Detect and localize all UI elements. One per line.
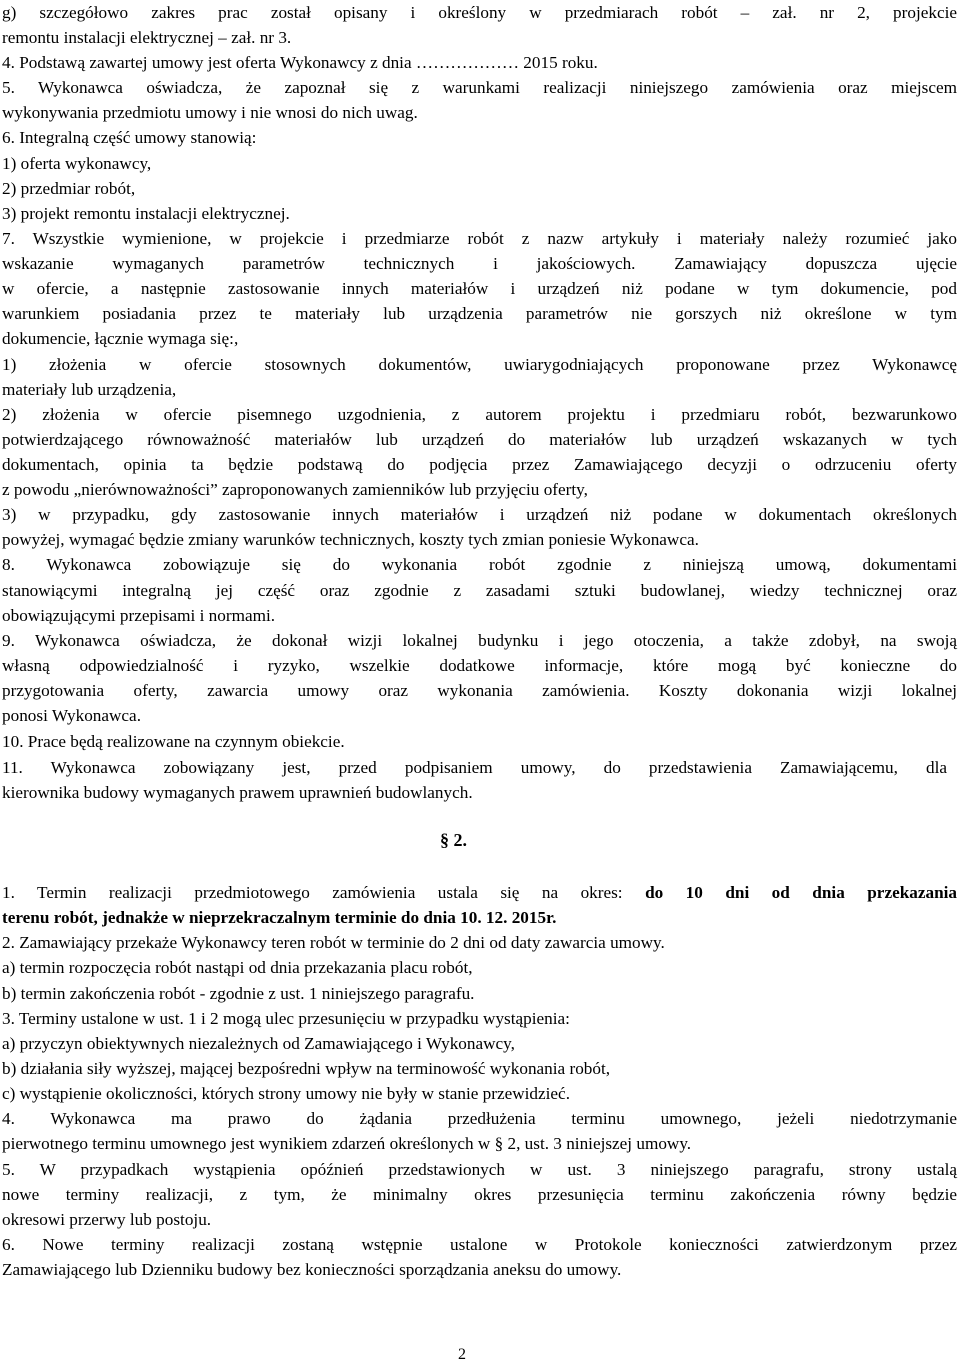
text-line: 8. Wykonawca zobowiązuje się do wykonania robót zgodnie z niniejszą umową, dokumentami — [2, 555, 957, 574]
text-line: 2. Zamawiający przekaże Wykonawcy teren robót w terminie do 2 dni od daty zawarcia umowy. — [2, 933, 665, 952]
text-line: remontu instalacji elektrycznej – zał. nr 3. — [2, 28, 292, 47]
text-line: 7. Wszystkie wymienione, w projekcie i przedmiarze robót z nazw artykuły i materiały należy rozumieć jako — [2, 229, 957, 248]
text-line: 4. Wykonawca ma prawo do żądania przedłużenia terminu umownego, jeżeli niedotrzymanie — [2, 1109, 957, 1128]
text-line: 3) projekt remontu instalacji elektrycznej. — [2, 204, 290, 223]
text-line: nowe terminy realizacji, z tym, że minimalny okres przesunięcia terminu zakończenia równy będzie — [2, 1185, 957, 1204]
text-line: c) wystąpienie okoliczności, których strony umowy nie były w stanie przewidzieć. — [2, 1084, 570, 1103]
text-line: a) termin rozpoczęcia robót nastąpi od dnia przekazania placu robót, — [2, 958, 473, 977]
text-line: warunkiem posiadania przez te materiały lub urządzenia parametrów nie gorszych niż określone w tym — [2, 304, 957, 323]
text-line: materiały lub urządzenia, — [2, 380, 177, 399]
text-line: a) przyczyn obiektywnych niezależnych od Zamawiającego i Wykonawcy, — [2, 1034, 515, 1053]
term-bold-text: do 10 dni od dnia przekazania — [645, 883, 957, 902]
text-line: Zamawiającego lub Dzienniku budowy bez konieczności sporządzania aneksu do umowy. — [2, 1260, 622, 1279]
text-line: 3) w przypadku, gdy zastosowanie innych materiałów i urządzeń niż podane w dokumentach określonych — [2, 505, 957, 524]
text-line: okresowi przerwy lub postoju. — [2, 1210, 212, 1229]
text-line: 6. Nowe terminy realizacji zostaną wstępnie ustalone w Protokole konieczności zatwierdzonym przez — [2, 1235, 957, 1254]
text-line: własną odpowiedzialność i ryzyko, wszelkie dodatkowe informacje, które mogą być konieczne do — [2, 656, 957, 675]
text-line: kierownika budowy wymaganych prawem uprawnień budowlanych. — [2, 783, 473, 802]
text-line: ponosi Wykonawca. — [2, 706, 141, 725]
section-heading: § 2. — [440, 830, 467, 850]
text-line: obowiązującymi przepisami i normami. — [2, 606, 276, 625]
text-line: 1) oferta wykonawcy, — [2, 154, 152, 173]
text-line: dokumencie, łącznie wymaga się:, — [2, 329, 239, 348]
text-line: 5. Wykonawca oświadcza, że zapoznał się z warunkami realizacji niniejszego zamówienia oraz miejscem — [2, 78, 957, 97]
text-line: 6. Integralną część umowy stanowią: — [2, 128, 257, 147]
text-line: 5. W przypadkach wystąpienia opóźnień przedstawionych w ust. 3 niniejszego paragrafu, strony ustalą — [2, 1160, 957, 1179]
text-line: 11. Wykonawca zobowiązany jest, przed podpisaniem umowy, do przedstawienia Zamawiającemu, dla — [2, 758, 947, 777]
text-line: wykonywania przedmiotu umowy i nie wnosi do nich uwag. — [2, 103, 418, 122]
text-line: stanowiącymi integralną jej część oraz zgodnie z zasadami sztuki budowlanej, wiedzy technicznej oraz — [2, 581, 957, 600]
term-bold-text: terenu robót, jednakże w nieprzekraczalnym terminie do dnia 10. 12. 2015r. — [2, 908, 557, 927]
text-line: 2) złożenia w ofercie pisemnego uzgodnienia, z autorem projektu i przedmiaru robót, bezwarunkowo — [2, 405, 957, 424]
text-line — [2, 905, 957, 931]
text-line: wskazanie wymaganych parametrów technicznych i jakościowych. Zamawiający dopuszcza ujęcie — [2, 254, 957, 273]
text-line: g) szczegółowo zakres prac został opisany i określony w przedmiarach robót – zał. nr 2, projekcie — [2, 3, 957, 22]
term-text: 1. Termin realizacji przedmiotowego zamówienia ustala się na okres: — [2, 883, 646, 902]
text-line: b) termin zakończenia robót - zgodnie z ust. 1 niniejszego paragrafu. — [2, 984, 475, 1003]
text-line: z powodu „nierównoważności” zaproponowanych zamienników lub przyjęciu oferty, — [2, 480, 588, 499]
text-line: 3. Terminy ustalone w ust. 1 i 2 mogą ulec przesunięciu w przypadku wystąpienia: — [2, 1009, 570, 1028]
text-line: b) działania siły wyższej, mającej bezpośredni wpływ na terminowość wykonania robót, — [2, 1059, 611, 1078]
text-line: pierwotnego terminu umownego jest wynikiem zdarzeń określonych w § 2, ust. 3 niniejszej umowy. — [2, 1134, 692, 1153]
text-line: 1) złożenia w ofercie stosownych dokumentów, uwiarygodniających proponowane przez Wykonawcę — [2, 355, 957, 374]
text-line: przygotowania oferty, zawarcia umowy oraz wykonania zamówienia. Koszty dokonania wizji lokalnej — [2, 681, 957, 700]
text-line: 10. Prace będą realizowane na czynnym obiekcie. — [2, 732, 345, 751]
text-line: w ofercie, a następnie zastosowanie innych materiałów i urządzeń niż podane w tym dokumencie, pod — [2, 279, 957, 298]
text-line — [2, 880, 957, 906]
page-number: 2 — [458, 1346, 466, 1363]
text-line: 4. Podstawą zawartej umowy jest oferta Wykonawcy z dnia ……………… 2015 roku. — [2, 53, 598, 72]
text-line: 2) przedmiar robót, — [2, 179, 136, 198]
text-line: potwierdzającego równoważność materiałów lub urządzeń do materiałów lub urządzeń wskazanych w tych — [2, 430, 957, 449]
text-line: powyżej, wymagać będzie zmiany warunków technicznych, koszty tych zmian poniesie Wykonawca. — [2, 530, 699, 549]
text-line: dokumentach, opinia ta będzie podstawą do podjęcia przez Zamawiającego decyzji o odrzuceniu oferty — [2, 455, 957, 474]
text-line: 9. Wykonawca oświadcza, że dokonał wizji lokalnej budynku i jego otoczenia, a także zdobył, na swoją — [2, 631, 957, 650]
